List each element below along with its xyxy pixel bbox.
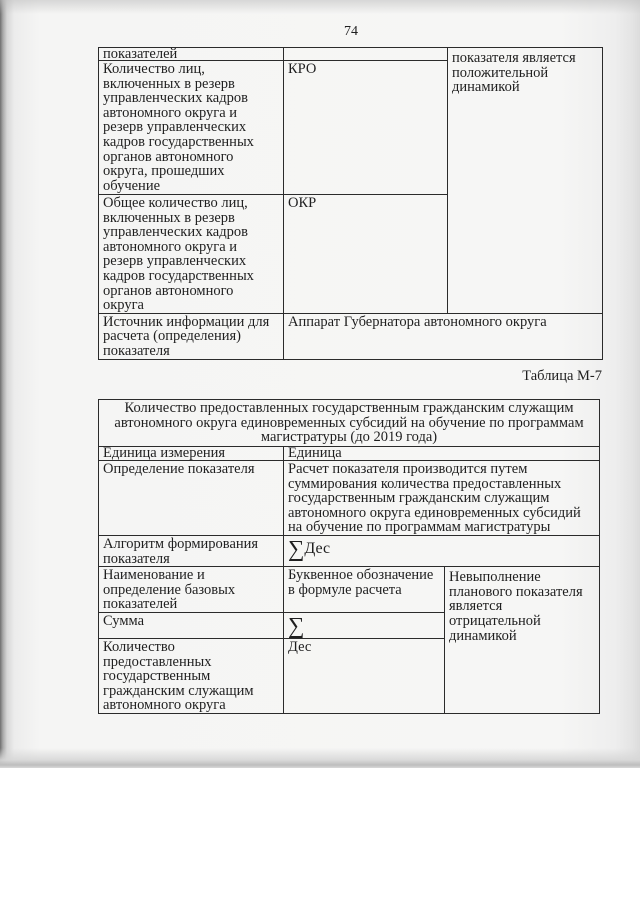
- source-value-cell: Аппарат Губернатора автономного округа: [284, 313, 603, 359]
- base-symbol-header-cell: Буквенное обозначение в формуле расчета: [284, 567, 445, 613]
- base-name-header-cell: Наименование и определение базовых показателей: [99, 567, 284, 613]
- table-row: [99, 461, 600, 536]
- definition-label-cell: Определение показателя: [99, 461, 284, 536]
- sum-symbol: ∑: [288, 535, 305, 561]
- table-title-cell: Количество предоставленных государственным гражданским служащим автономного округа единовременных субсидий на обучение по программам магистратуры (до 2019 года): [99, 400, 600, 447]
- count-label-cell: Количество предоставленных государственным гражданским служащим автономного округа: [99, 638, 284, 713]
- base-indicator-name-cell: Количество лиц, включенных в резерв управленческих кадров автономного округа и резерв управленческих кадров государственных органов автономного округа, прошедших обучение: [99, 61, 284, 195]
- empty-cell: [284, 48, 448, 61]
- sum-symbol: ∑: [288, 612, 305, 638]
- dynamics-note-cell: Невыполнение планового показателя является отрицательной динамикой: [445, 567, 600, 714]
- table-row: [99, 48, 603, 61]
- scan-top-shading: [0, 0, 640, 14]
- table-row: [99, 313, 603, 359]
- sum-label-cell: Сумма: [99, 612, 284, 638]
- indicator-name-tail-cell: показателей: [99, 48, 284, 61]
- formula-variable: Дес: [304, 539, 331, 557]
- scan-page-edge: [0, 748, 640, 768]
- base-indicator-symbol-cell: КРО: [284, 61, 448, 195]
- algorithm-formula-cell: [284, 535, 600, 566]
- unit-label-cell: Единица измерения: [99, 447, 284, 461]
- table-row: [99, 400, 600, 447]
- count-symbol-cell: Дес: [284, 638, 445, 713]
- base-indicator-symbol-cell: ОКР: [284, 195, 448, 314]
- source-label-cell: Источник информации для расчета (определения) показателя: [99, 313, 284, 359]
- table-row: [99, 567, 600, 613]
- indicator-table-continuation: [98, 47, 603, 360]
- indicator-table-m7: [98, 399, 600, 714]
- table-row: [99, 535, 600, 566]
- page-number: 74: [344, 24, 358, 39]
- unit-value-cell: Единица: [284, 447, 600, 461]
- table-row: [99, 447, 600, 461]
- algorithm-label-cell: Алгоритм формирования показателя: [99, 535, 284, 566]
- table-caption: Таблица М-7: [522, 368, 602, 384]
- sum-symbol-cell: [284, 612, 445, 638]
- base-indicator-name-cell: Общее количество лиц, включенных в резерв управленческих кадров автономного округа и резерв управленческих кадров государственных органов автономного округа: [99, 195, 284, 314]
- dynamics-note-cell: показателя является положительной динамикой: [448, 48, 603, 314]
- definition-value-cell: Расчет показателя производится путем суммирования количества предоставленных государственным гражданским служащим автономного округа единовременных субсидий на обучение по программам магистратуры: [284, 461, 600, 536]
